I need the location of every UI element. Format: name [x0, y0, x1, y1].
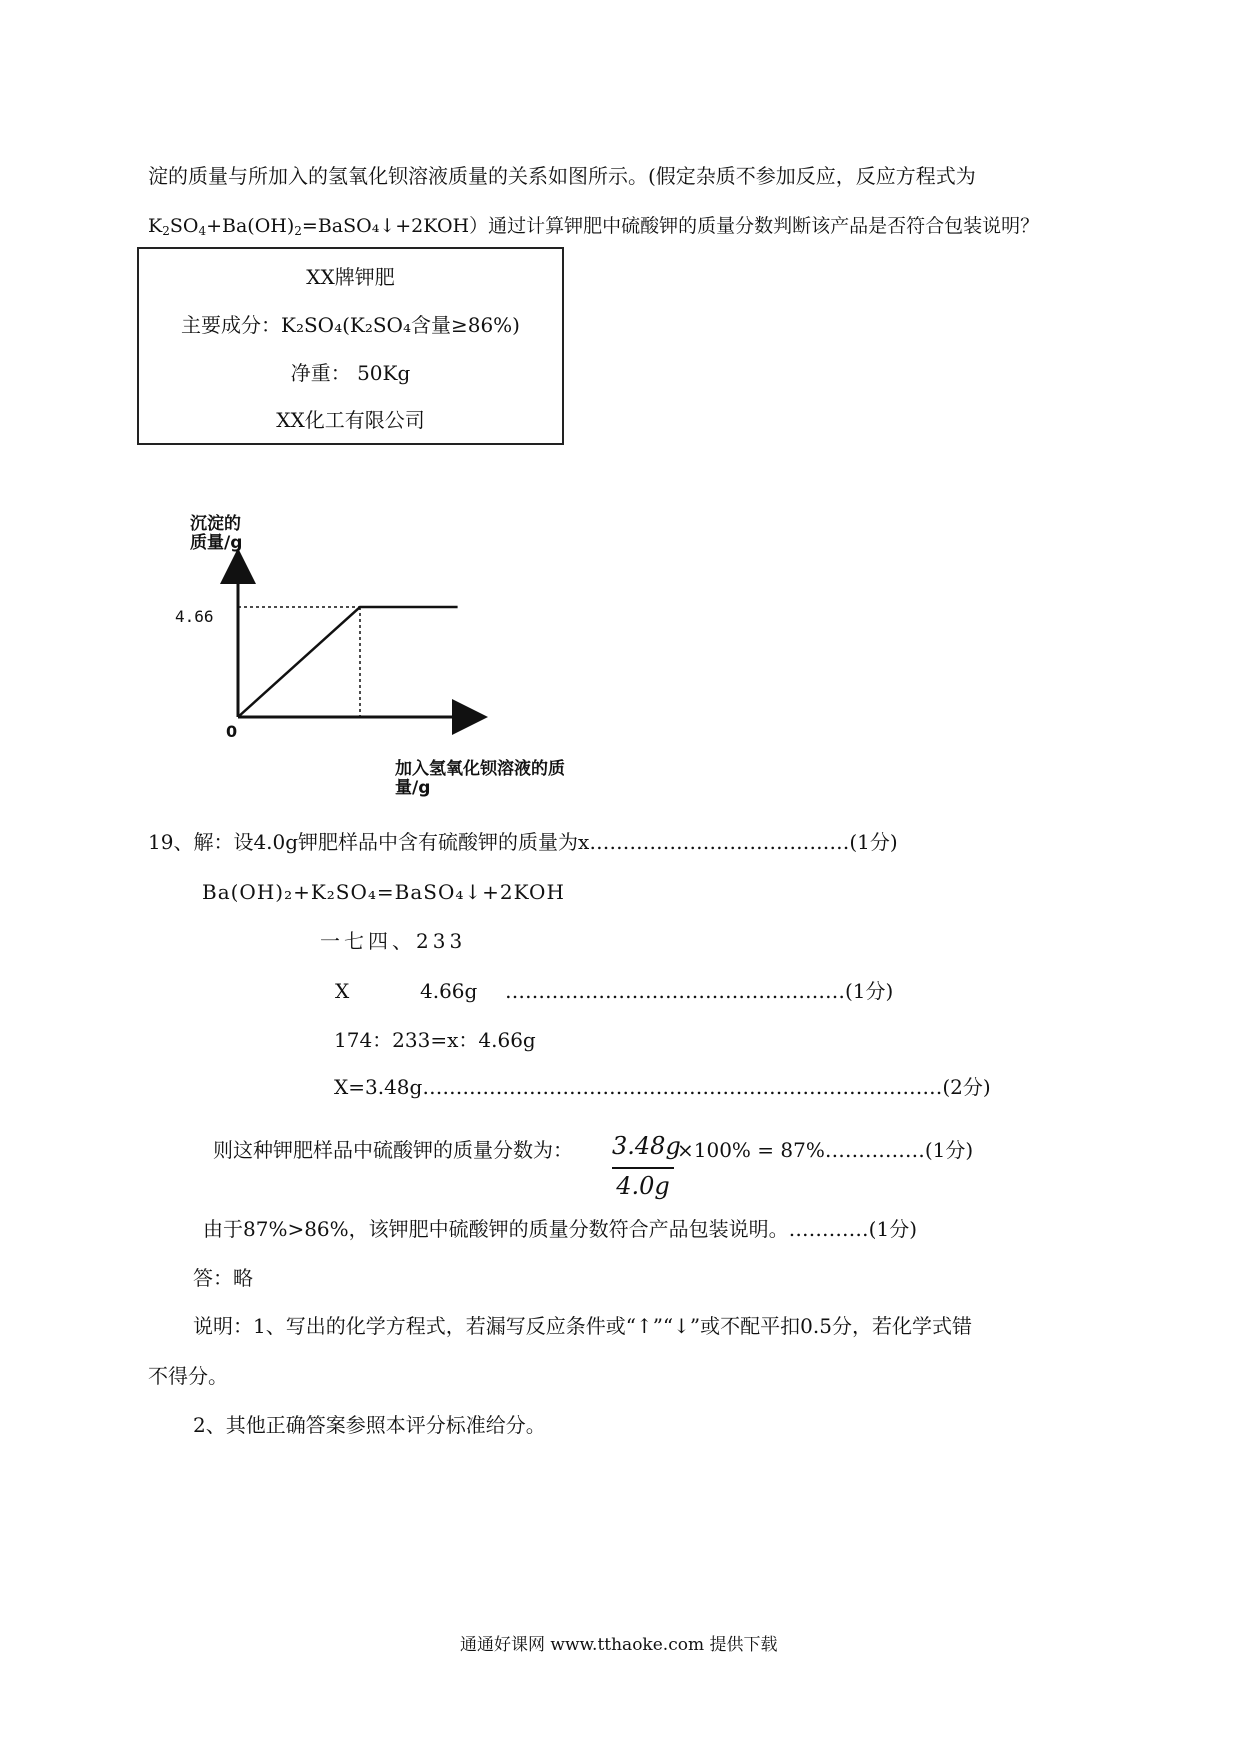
solution-dots-1: ……………………………………………(1分): [505, 979, 894, 1003]
solution-conclusion: 由于87%>86%，该钾肥中硫酸钾的质量分数符合产品包装说明。…………(1分): [203, 1217, 917, 1241]
fraction-numerator: 3.48g: [612, 1132, 681, 1160]
intro-rest: =BaSO₄↓+2KOH）通过计算钾肥中硫酸钾的质量分数判断该产品是否符合包装说明？: [301, 215, 1040, 237]
solution-equation: Ba(OH)₂+K₂SO₄=BaSO₄↓+2KOH: [202, 880, 565, 904]
solution-result: X=3.48g……………………………………………………………………(2分): [334, 1075, 991, 1099]
label-brand: XX牌钾肥: [306, 265, 395, 289]
intro-line-1: 淀的质量与所加入的氢氧化钡溶液质量的关系如图所示。(假定杂质不参加反应，反应方程式为: [148, 164, 976, 188]
label-net-weight: 净重： 50Kg: [290, 361, 411, 385]
note-line-1: 说明：1、写出的化学方程式，若漏写反应条件或“↑”“↓”或不配平扣0.5分，若化学式错: [193, 1314, 972, 1338]
solution-line-1: 19、解：设4.0g钾肥样品中含有硫酸钾的质量为x…………………………………(1分): [148, 830, 898, 854]
intro-sub-1: 2: [162, 224, 170, 238]
chart-y-tick-label: 4.66: [175, 607, 214, 626]
intro-sub-2: 4: [198, 224, 207, 238]
intro-baoh: +Ba(OH): [206, 215, 295, 237]
chart-xlabel: 加入氢氧化钡溶液的质量/g: [395, 759, 565, 798]
solution-mass-value: 4.66g: [420, 979, 478, 1003]
fraction-denominator: 4.0g: [616, 1172, 670, 1200]
label-company: XX化工有限公司: [276, 408, 425, 432]
chart-series-line: [238, 607, 458, 717]
page-footer: 通通好课网 www.tthaoke.com 提供下载: [460, 1635, 778, 1655]
intro-so: SO: [169, 215, 199, 237]
intro-sub-3: 2: [294, 224, 302, 238]
note-line-3: 2、其他正确答案参照本评分标准给分。: [193, 1413, 546, 1437]
note-line-2: 不得分。: [148, 1364, 228, 1388]
solution-fraction-intro: 则这种钾肥样品中硫酸钾的质量分数为：: [213, 1138, 573, 1162]
chart-origin-label: 0: [226, 722, 238, 741]
solution-molar-masses: 一七四、233: [320, 929, 467, 953]
solution-fraction-result: ×100% = 87%……………(1分): [677, 1138, 974, 1162]
intro-k: K: [148, 215, 163, 237]
solution-ratio: 174：233=x：4.66g: [334, 1028, 536, 1052]
fraction-bar: [612, 1167, 674, 1169]
solution-answer: 答：略: [193, 1266, 253, 1290]
chart-marks: [238, 607, 458, 717]
label-ingredient: 主要成分：K₂SO₄(K₂SO₄含量≥86%): [181, 313, 520, 337]
chart-ylabel: 沉淀的质量/g: [190, 514, 243, 553]
solution-x: X: [335, 979, 350, 1003]
